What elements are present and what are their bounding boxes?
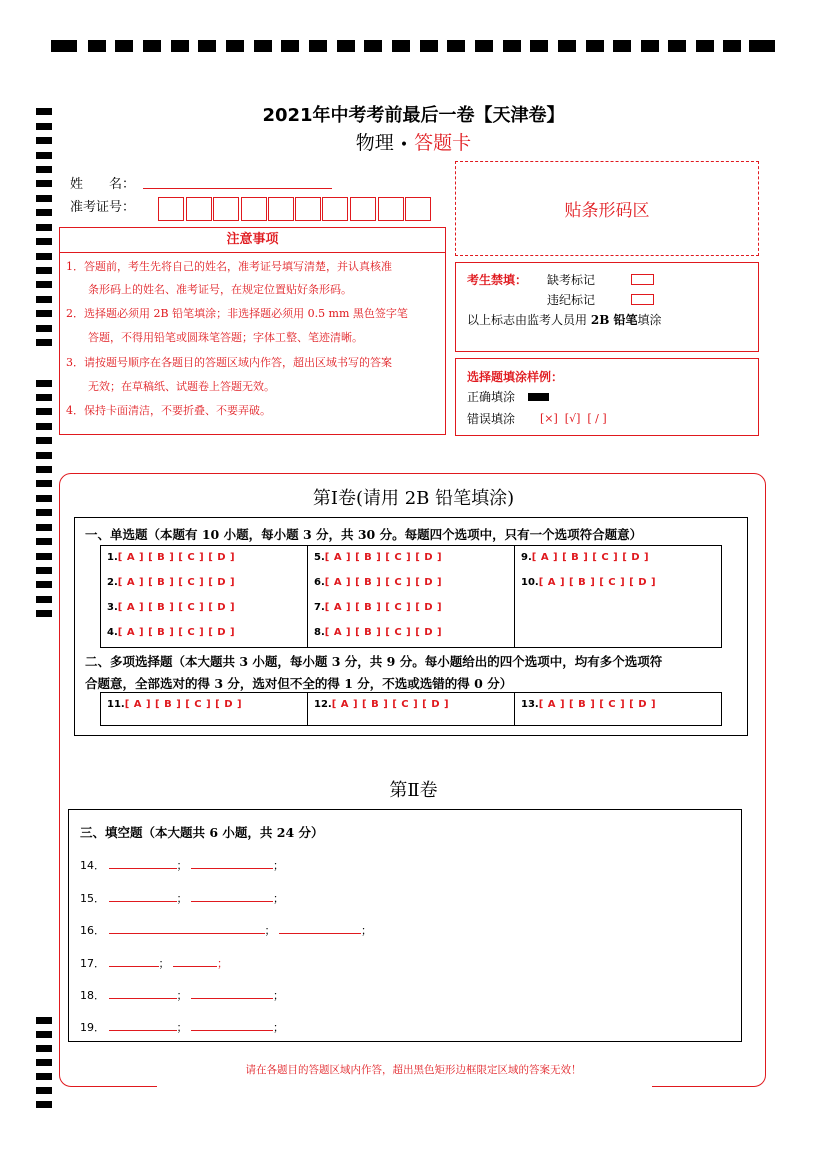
forbidden-note-post: 填涂 <box>637 313 662 327</box>
answer-blank[interactable] <box>109 988 177 999</box>
part1-title: 第Ⅰ卷(请用 2B 铅笔填涂) <box>312 488 515 509</box>
answer-blank[interactable] <box>109 1020 177 1031</box>
correct-mark <box>528 393 549 401</box>
wrong-marks: [×] [√] [ / ] <box>540 412 607 425</box>
notice-line: 答题，不得用铅笔或圆珠笔答题；字体工整、笔迹清晰。 <box>66 331 363 344</box>
id-digit-cell[interactable] <box>186 197 212 221</box>
id-digit-cell[interactable] <box>378 197 404 221</box>
separator: ； <box>176 892 188 905</box>
answer-blank[interactable] <box>109 858 177 869</box>
question-2[interactable]: 2.[ A ] [ B ] [ C ] [ D ] <box>107 577 236 588</box>
page-subtitle <box>0 128 827 155</box>
separator: ； <box>361 924 372 937</box>
name-field[interactable] <box>143 188 332 189</box>
id-digit-cell[interactable] <box>213 197 239 221</box>
violation-checkbox[interactable] <box>631 294 654 305</box>
notice-line: 无效；在草稿纸、试题卷上答题无效。 <box>66 380 275 393</box>
notice-line: 1．答题前，考生先将自己的姓名，准考证号填写清楚，并认真核准 <box>66 260 392 273</box>
single-choice-header: 一、单选题（本题有 10 小题，每小题 3 分，共 30 分。每题四个选项中，只有一个选项符合题意） <box>85 527 643 542</box>
separator: ； <box>264 924 276 937</box>
multi-choice-header-line2: 合题意，全部选对的得 3 分，选对但不全的得 1 分，不选或选错的得 0 分） <box>85 676 513 691</box>
id-digit-cell[interactable] <box>158 197 184 221</box>
absent-label: 缺考标记 <box>547 273 596 287</box>
fill-question-15 <box>80 890 284 906</box>
id-digit-cell[interactable] <box>241 197 267 221</box>
separator: ； <box>176 1021 188 1034</box>
name-label: 姓 名： <box>70 177 136 192</box>
id-digit-cell[interactable] <box>405 197 431 221</box>
id-digit-cell[interactable] <box>268 197 294 221</box>
id-digit-cell[interactable] <box>295 197 321 221</box>
notice-line: 2．选择题必须用 2B 铅笔填涂；非选择题必须用 0.5 mm 黑色签字笔 <box>66 307 408 320</box>
question-number: 19． <box>80 1021 105 1034</box>
footer-warning: 请在各题目的答题区域内作答，超出黑色矩形边框限定区域的答案无效！ <box>245 1064 582 1076</box>
notice-title-bar <box>59 227 446 253</box>
forbidden-note-pre: 以上标志由监考人员用 <box>467 313 588 327</box>
sample-box <box>455 358 759 436</box>
forbidden-box <box>455 262 759 352</box>
separator: ； <box>176 989 188 1002</box>
violation-label: 违纪标记 <box>547 293 596 307</box>
answer-blank[interactable] <box>109 956 159 967</box>
absent-checkbox[interactable] <box>631 274 654 285</box>
forbidden-note <box>467 311 662 328</box>
question-8[interactable]: 8.[ A ] [ B ] [ C ] [ D ] <box>314 627 443 638</box>
card-label: 答题卡 <box>414 132 472 154</box>
part2-title: 第Ⅱ卷 <box>389 780 438 801</box>
wrong-label: 错误填涂 <box>467 412 516 426</box>
answer-blank[interactable] <box>279 923 361 934</box>
barcode-label: 贴条形码区 <box>564 201 650 221</box>
question-number: 15． <box>80 892 105 905</box>
question-number: 18． <box>80 989 105 1002</box>
id-digit-cell[interactable] <box>350 197 376 221</box>
id-label: 准考证号： <box>70 200 136 215</box>
question-9[interactable]: 9.[ A ] [ B ] [ C ] [ D ] <box>521 552 650 563</box>
answer-blank[interactable] <box>191 1020 273 1031</box>
forbidden-note-bold: 2B 铅笔 <box>590 313 638 327</box>
answer-blank[interactable] <box>191 891 273 902</box>
notice-title: 注意事项 <box>226 232 279 247</box>
fill-question-16 <box>80 922 372 938</box>
question-6[interactable]: 6.[ A ] [ B ] [ C ] [ D ] <box>314 577 443 588</box>
question-11[interactable]: 11.[ A ] [ B ] [ C ] [ D ] <box>107 699 243 710</box>
barcode-area[interactable] <box>455 161 759 256</box>
question-7[interactable]: 7.[ A ] [ B ] [ C ] [ D ] <box>314 602 443 613</box>
question-number: 17． <box>80 957 105 970</box>
page-title: 2021年中考考前最后一卷【天津卷】 <box>262 105 565 126</box>
separator: ； <box>273 892 284 905</box>
separator: ； <box>273 1021 284 1034</box>
dot-separator: • <box>399 137 409 153</box>
fill-question-14 <box>80 857 284 873</box>
notice-line: 3．请按题号顺序在各题目的答题区域内作答，超出区域书写的答案 <box>66 356 392 369</box>
answer-blank[interactable] <box>109 923 265 934</box>
question-number: 14． <box>80 859 105 872</box>
answer-blank[interactable] <box>109 891 177 902</box>
fill-question-17 <box>80 955 228 971</box>
answer-blank[interactable] <box>173 956 217 967</box>
separator: ； <box>273 989 284 1002</box>
notice-line: 4．保持卡面清洁，不要折叠、不要弄破。 <box>66 404 271 417</box>
fill-question-18 <box>80 987 284 1003</box>
question-3[interactable]: 3.[ A ] [ B ] [ C ] [ D ] <box>107 602 236 613</box>
fill-question-19 <box>80 1019 284 1035</box>
separator: ； <box>217 957 228 970</box>
fill-blank-header: 三、填空题（本大题共 6 小题，共 24 分） <box>80 825 324 840</box>
correct-label: 正确填涂 <box>467 390 516 404</box>
separator: ； <box>273 859 284 872</box>
question-5[interactable]: 5.[ A ] [ B ] [ C ] [ D ] <box>314 552 443 563</box>
answer-blank[interactable] <box>191 858 273 869</box>
multi-choice-header-line1: 二、多项选择题（本大题共 3 小题，每小题 3 分，共 9 分。每小题给出的四个选项中，均有多个选项符 <box>85 654 663 669</box>
question-10[interactable]: 10.[ A ] [ B ] [ C ] [ D ] <box>521 577 657 588</box>
id-digit-cell[interactable] <box>322 197 348 221</box>
separator: ； <box>176 859 188 872</box>
border-gap <box>157 1080 652 1092</box>
subject-label: 物理 <box>355 132 394 154</box>
separator: ； <box>158 957 170 970</box>
notice-line: 条形码上的姓名、准考证号，在规定位置贴好条形码。 <box>66 283 352 296</box>
sample-title: 选择题填涂样例： <box>467 370 564 384</box>
question-13[interactable]: 13.[ A ] [ B ] [ C ] [ D ] <box>521 699 657 710</box>
answer-blank[interactable] <box>191 988 273 999</box>
question-1[interactable]: 1.[ A ] [ B ] [ C ] [ D ] <box>107 552 236 563</box>
question-number: 16． <box>80 924 105 937</box>
question-4[interactable]: 4.[ A ] [ B ] [ C ] [ D ] <box>107 627 236 638</box>
question-12[interactable]: 12.[ A ] [ B ] [ C ] [ D ] <box>314 699 450 710</box>
forbidden-title: 考生禁填： <box>467 273 528 287</box>
